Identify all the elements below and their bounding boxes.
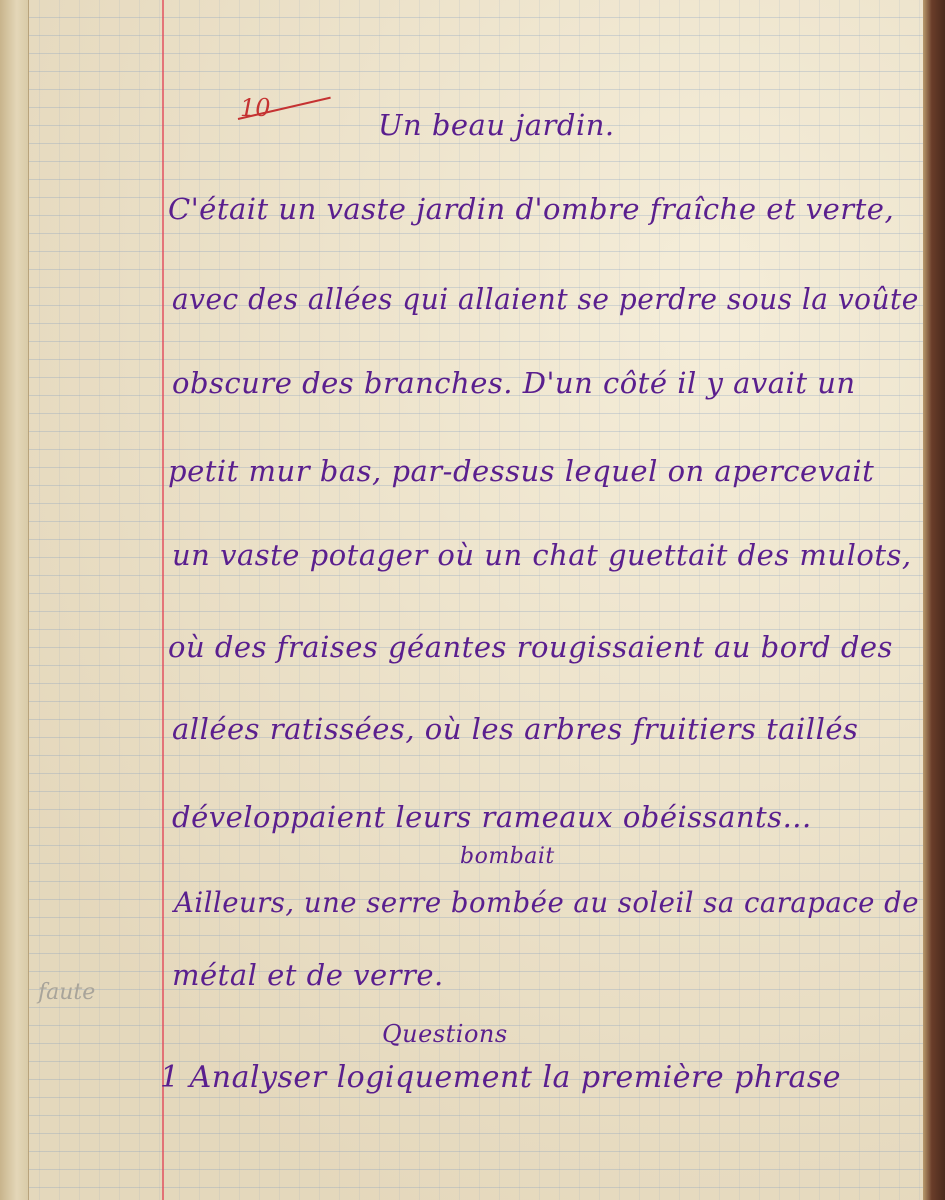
text-line: allées ratissées, où les arbres fruitiers taillés — [172, 712, 859, 746]
text-line: un vaste potager où un chat guettait des mulots, — [172, 538, 912, 572]
notebook-binding — [0, 0, 29, 1200]
text-line: C'était un vaste jardin d'ombre fraîche et verte, — [168, 192, 895, 226]
correction-note: bombait — [460, 844, 555, 869]
question-item: 1 Analyser logiquement la première phrase — [160, 1060, 842, 1095]
text-line: où des fraises géantes rougissaient au bord des — [168, 630, 893, 664]
page-title: Un beau jardin. — [378, 108, 615, 142]
text-line: obscure des branches. D'un côté il y avait un — [172, 366, 856, 400]
text-line: Ailleurs, une serre bombée au soleil sa carapace de — [174, 886, 919, 919]
red-margin-line — [162, 0, 164, 1200]
pencil-margin-note: faute — [38, 980, 96, 1005]
text-line: développaient leurs rameaux obéissants... — [172, 800, 812, 834]
text-line: métal et de verre. — [172, 958, 444, 992]
page-edge — [923, 0, 945, 1200]
text-line: avec des allées qui allaient se perdre sous la voûte — [172, 282, 919, 316]
questions-heading: Questions — [382, 1020, 508, 1048]
grade-mark: 10 — [240, 94, 271, 122]
text-line: petit mur bas, par-dessus lequel on apercevait — [168, 454, 875, 488]
